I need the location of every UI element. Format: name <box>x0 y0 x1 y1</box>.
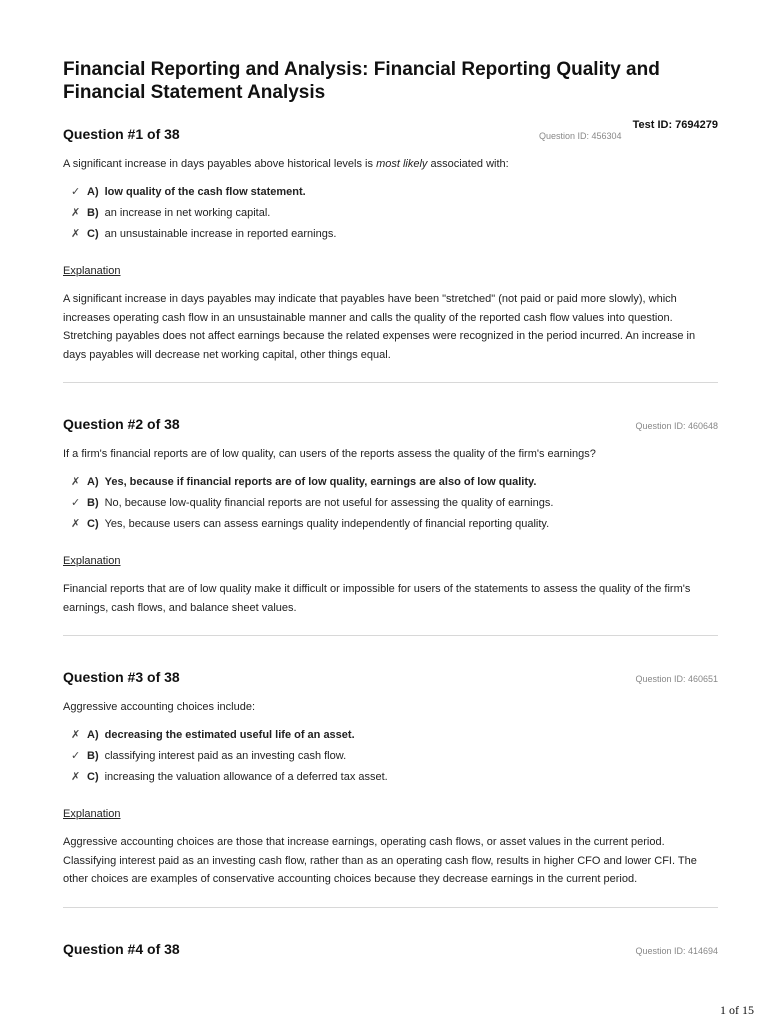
emphasis-text: most likely <box>376 158 428 170</box>
question-title: Question #4 of 38 <box>63 940 180 957</box>
question-3 <box>63 669 718 908</box>
question-id: Question ID: 460651 <box>635 674 718 684</box>
explanation-label: Explanation <box>63 265 121 277</box>
question-header <box>63 669 718 685</box>
answer-choice-c: ✗ C) an unsustainable increase in reported earnings. <box>71 228 337 240</box>
question-header <box>63 416 718 432</box>
question-text: Aggressive accounting choices include: <box>63 701 256 713</box>
answer-choice-b: ✗ B) an increase in net working capital. <box>71 207 271 219</box>
cross-icon: ✗ <box>71 729 81 741</box>
question-id: Question ID: 414694 <box>635 945 718 956</box>
cross-icon: ✗ <box>71 771 81 783</box>
cross-icon: ✗ <box>71 518 81 530</box>
check-icon: ✓ <box>71 186 81 198</box>
answer-choices <box>63 475 718 538</box>
divider <box>63 382 718 383</box>
question-2 <box>63 416 718 636</box>
test-id: Test ID: 7694279 <box>632 119 718 131</box>
answer-choices <box>63 185 718 248</box>
page-number: 1 of 15 <box>720 1003 754 1017</box>
answer-choices <box>63 728 718 791</box>
question-title: Question #3 of 38 <box>63 669 180 685</box>
cross-icon: ✗ <box>71 207 81 219</box>
answer-choice-a: ✗ A) decreasing the estimated useful life of an asset. <box>71 729 355 741</box>
question-id: Question ID: 460648 <box>635 421 718 431</box>
question-title: Question #1 of 38 <box>63 126 180 142</box>
document-page <box>63 58 718 957</box>
cross-icon: ✗ <box>71 228 81 240</box>
cross-icon: ✗ <box>71 476 81 488</box>
answer-choice-c: ✗ C) increasing the valuation allowance of a deferred tax asset. <box>71 771 388 783</box>
question-text: If a firm's financial reports are of low quality, can users of the reports assess the quality of the firm's earnings? <box>63 448 596 460</box>
answer-choice-b: ✓ B) No, because low-quality financial reports are not useful for assessing the quality of earnings. <box>71 497 554 509</box>
explanation-text: A significant increase in days payables may indicate that payables have been "stretched" (not paid or paid more slowly), which increases operating cash flow in an unsustainable manner and calls the quality of the reported cash flow values into question. Stretching payables does not affect earnings because the related expenses were recognized in the period incurred. An increase in days payables will decrease net working capital, other things equal. <box>63 293 696 361</box>
explanation-text: Financial reports that are of low quality make it difficult or impossible for users of the statements to assess the quality of the firm's earnings, cash flows, and balance sheet values. <box>63 583 691 614</box>
answer-choice-b: ✓ B) classifying interest paid as an investing cash flow. <box>71 750 347 762</box>
explanation-label: Explanation <box>63 555 121 567</box>
check-icon: ✓ <box>71 497 81 509</box>
document-title: Financial Reporting and Analysis: Financial Reporting Quality and Financial Statement Analysis <box>63 59 660 103</box>
answer-choice-a: ✗ A) Yes, because if financial reports are of low quality, earnings are also of low quality. <box>71 476 537 488</box>
answer-choice-a: ✓ A) low quality of the cash flow statement. <box>71 186 306 198</box>
question-1 <box>63 126 718 383</box>
check-icon: ✓ <box>71 750 81 762</box>
question-4 <box>63 941 718 957</box>
question-header <box>63 941 718 957</box>
question-title: Question #2 of 38 <box>63 416 180 432</box>
explanation-label: Explanation <box>63 808 121 820</box>
answer-choice-c: ✗ C) Yes, because users can assess earnings quality independently of financial reporting quality. <box>71 518 550 530</box>
explanation-text: Aggressive accounting choices are those that increase earnings, operating cash flows, or asset values in the current period. Classifying interest paid as an investing cash flow, rather than as an operating cash flow, results in higher CFO and lower CFI. The other choices are examples of conservative accounting choices because they decrease earnings in the current period. <box>63 836 697 885</box>
divider <box>63 635 718 636</box>
divider <box>63 907 718 908</box>
question-id: Question ID: 456304 <box>539 131 622 141</box>
question-text: A significant increase in days payables above historical levels is most likely associated with: <box>63 158 509 170</box>
